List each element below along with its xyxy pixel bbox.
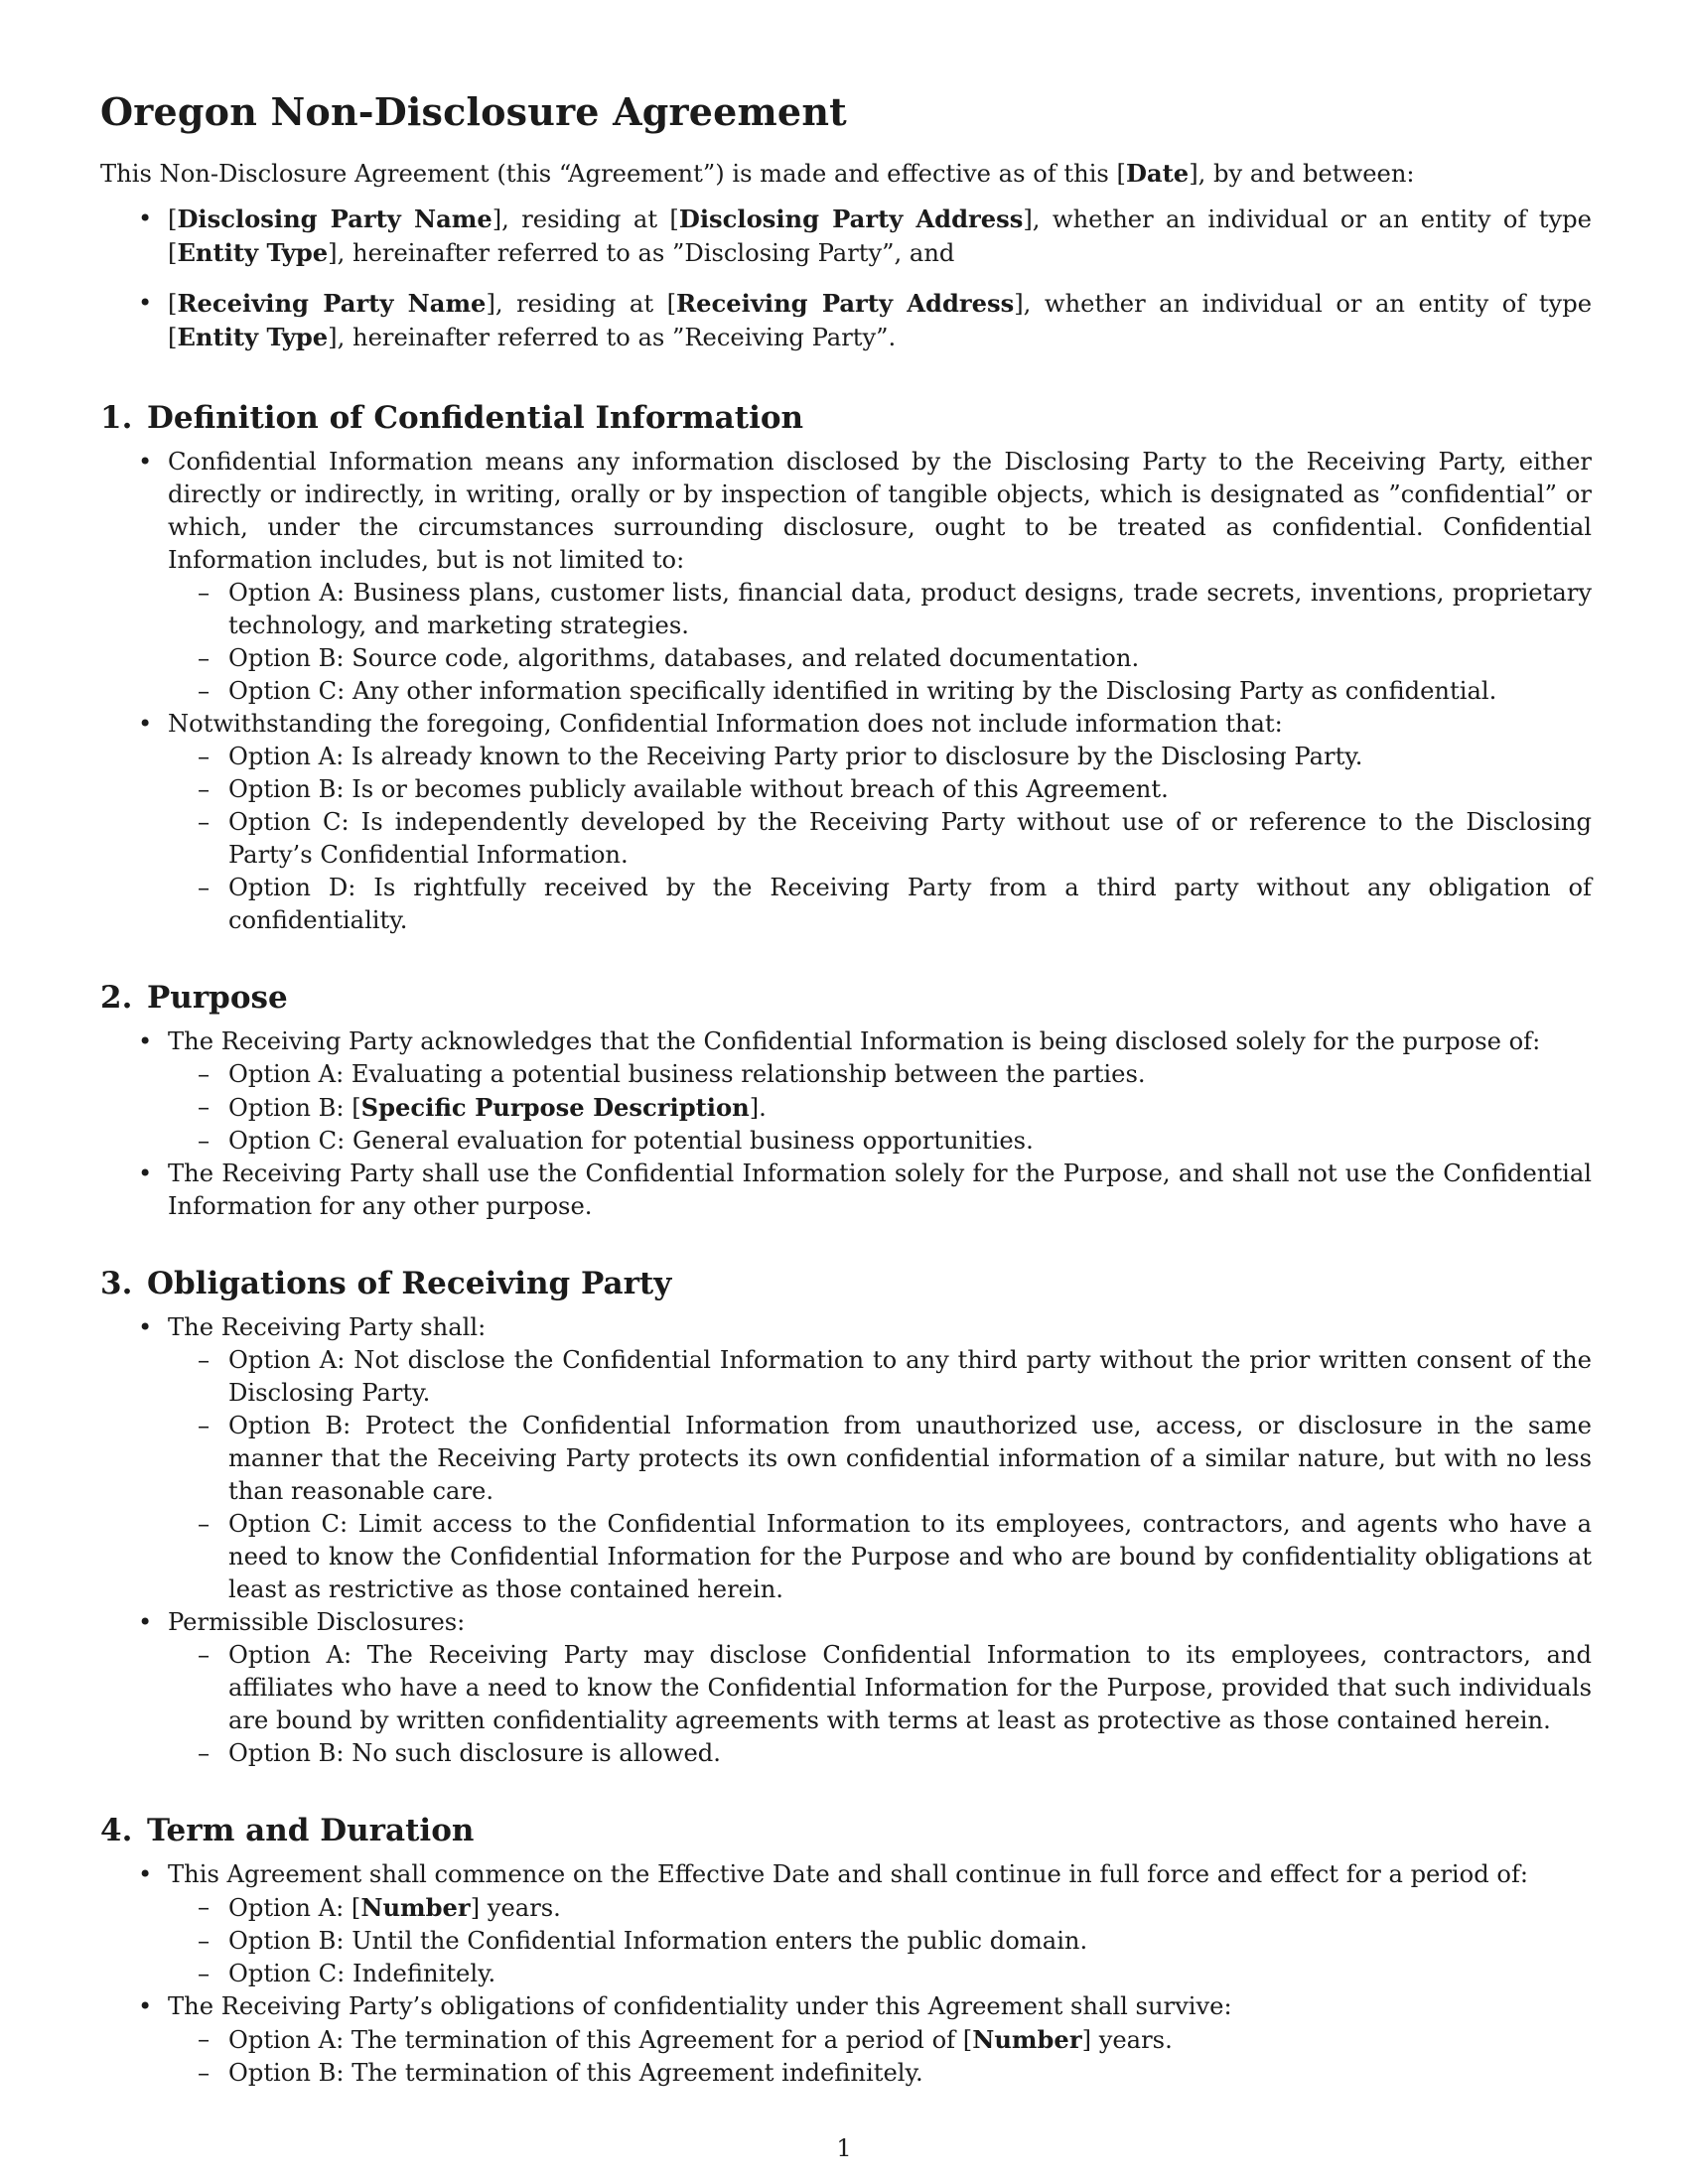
party-text: ], hereinafter referred to as ”Disclosing Party”, and	[328, 239, 955, 267]
number-placeholder: Number	[360, 1893, 471, 1922]
list-item-text: The Receiving Party shall:	[168, 1313, 487, 1341]
sub-list-item: – Option C: Is independently developed by the Receiving Party without use of or reference to the Disclosing Party’s Confidential Information.	[100, 806, 1592, 872]
document-page	[100, 79, 1592, 2130]
sub-list-item: – Option D: Is rightfully received by the Receiving Party from a third party without any obligation of confidentiality.	[100, 872, 1592, 937]
document-title: Oregon Non-Disclosure Agreement	[100, 89, 847, 134]
sub-list-item: – Option A: Business plans, customer lists, financial data, product designs, trade secrets, inventions, proprietary technology, and marketing strategies.	[100, 577, 1592, 642]
list-item-text: This Agreement shall commence on the Effective Date and shall continue in full force and effect for a period of:	[168, 1860, 1529, 1888]
section-number: 1.	[100, 400, 133, 436]
sub-list-item: – Option B: No such disclosure is allowed.	[100, 1737, 1592, 1770]
party-disclosing: • [Disclosing Party Name], residing at [Disclosing Party Address], whether an individual or an entity of type [Entity Type], hereinafter referred to as ”Disclosing Party”, and	[100, 203, 1592, 270]
party-receiving: • [Receiving Party Name], residing at [Receiving Party Address], whether an individual or an entity of type [Entity Type], hereinafter referred to as ”Receiving Party”.	[100, 287, 1592, 354]
number-placeholder: Number	[972, 2025, 1082, 2054]
party-text: ], residing at [	[492, 205, 679, 233]
sub-list-item: – Option B: The termination of this Agreement indefinitely.	[100, 2057, 1592, 2090]
option-text: Option A: The termination of this Agreement for a period of [	[228, 2026, 973, 2054]
sub-list-item: – Option C: Limit access to the Confidential Information to its employees, contractors, and agents who have a need to know the Confidential Information for the Purpose and who are bound by confidentiality obligations at least as restrictive as those contained herein.	[100, 1508, 1592, 1606]
section-purpose	[100, 978, 1592, 1223]
section-term	[100, 1811, 1592, 2090]
party-text: ], whether an individual or an entity of type [	[168, 290, 1593, 351]
list-item	[100, 708, 1592, 741]
sub-list-item: – Option A: Not disclose the Confidential Information to any third party without the prior written consent of the Disclosing Party.	[100, 1344, 1592, 1410]
sub-list-item: – Option B: Is or becomes publicly available without breach of this Agreement.	[100, 773, 1592, 806]
sub-list-item: – Option C: Any other information specifically identified in writing by the Disclosing Party as confidential.	[100, 675, 1592, 708]
list-item-text: Permissible Disclosures:	[168, 1608, 466, 1636]
sub-list-item: – Option C: General evaluation for potential business opportunities.	[100, 1125, 1592, 1158]
list-item	[100, 1158, 1592, 1223]
sub-list-item: – Option B: Until the Confidential Information enters the public domain.	[100, 1925, 1592, 1958]
section-number: 4.	[100, 1813, 133, 1848]
section-heading	[100, 1264, 1592, 1303]
option-text: ] years.	[470, 1894, 561, 1922]
list-item	[100, 1990, 1592, 2023]
list-item-text: The Receiving Party acknowledges that the Confidential Information is being disclosed solely for the purpose of:	[168, 1027, 1541, 1055]
list-item-text: The Receiving Party’s obligations of confidentiality under this Agreement shall survive:	[168, 1992, 1232, 2020]
sub-list-item	[100, 1091, 1592, 1125]
list-item-text: Notwithstanding the foregoing, Confidential Information does not include information that:	[168, 710, 1283, 738]
list-item	[100, 1025, 1592, 1058]
section-heading	[100, 1811, 1592, 1850]
list-item	[100, 446, 1592, 577]
section-list	[100, 1311, 1592, 1770]
section-title: Obligations of Receiving Party	[147, 1266, 672, 1301]
section-title: Term and Duration	[147, 1813, 475, 1848]
receiving-entity-placeholder: Entity Type	[177, 323, 329, 351]
party-text: ], whether an individual or an entity of type [	[168, 205, 1592, 267]
section-title: Purpose	[147, 980, 288, 1016]
intro-text-post: ], by and between:	[1189, 160, 1415, 188]
section-number: 2.	[100, 980, 133, 1016]
party-text: ], hereinafter referred to as ”Receiving Party”.	[328, 324, 897, 351]
date-placeholder: Date	[1125, 159, 1190, 188]
purpose-placeholder: Specific Purpose Description	[360, 1093, 750, 1122]
sub-list-item: – Option B: Protect the Confidential Information from unauthorized use, access, or disclosure in the same manner that the Receiving Party protects its own confidential information of a similar nature, but with no less than reasonable care.	[100, 1410, 1592, 1508]
sub-list-item: – Option C: Indefinitely.	[100, 1958, 1592, 1990]
disclosing-name-placeholder: Disclosing Party Name	[177, 205, 492, 233]
section-heading	[100, 398, 1592, 438]
parties-list	[100, 203, 1592, 354]
section-title: Definition of Confidential Information	[147, 400, 804, 436]
sub-list-item: – Option A: The Receiving Party may disclose Confidential Information to its employees, contractors, and affiliates who have a need to know the Confidential Information for the Purpose, provided that such individuals are bound by written confidentiality agreements with terms at least as protective as those contained herein.	[100, 1639, 1592, 1737]
section-number: 3.	[100, 1266, 133, 1301]
section-list	[100, 1858, 1592, 2090]
list-item	[100, 1606, 1592, 1639]
disclosing-address-placeholder: Disclosing Party Address	[678, 205, 1024, 233]
intro-paragraph	[100, 157, 1592, 191]
receiving-address-placeholder: Receiving Party Address	[676, 289, 1015, 318]
sub-list-item: – Option A: Is already known to the Receiving Party prior to disclosure by the Disclosing Party.	[100, 741, 1592, 773]
sub-list-item	[100, 2023, 1592, 2057]
option-text: ] years.	[1081, 2026, 1173, 2054]
list-item	[100, 1311, 1592, 1344]
sub-list-item: – Option A: Evaluating a potential business relationship between the parties.	[100, 1058, 1592, 1091]
option-text: ].	[749, 1094, 767, 1122]
option-text: Option B: [	[228, 1094, 361, 1122]
receiving-name-placeholder: Receiving Party Name	[177, 289, 487, 318]
section-list	[100, 1025, 1592, 1223]
list-item-text: The Receiving Party shall use the Confidential Information solely for the Purpose, and shall not use the Confidential Information for any other purpose.	[168, 1160, 1592, 1220]
section-obligations	[100, 1264, 1592, 1770]
page-number: 1	[836, 2134, 852, 2162]
intro-text-pre: This Non-Disclosure Agreement (this “Agreement”) is made and effective as of this [	[100, 160, 1126, 188]
party-text: ], residing at [	[486, 290, 677, 318]
sub-list-item: – Option B: Source code, algorithms, databases, and related documentation.	[100, 642, 1592, 675]
option-text: Option A: [	[228, 1894, 361, 1922]
section-heading	[100, 978, 1592, 1018]
sub-list-item	[100, 1891, 1592, 1925]
list-item	[100, 1858, 1592, 1891]
section-list	[100, 446, 1592, 937]
section-definition	[100, 398, 1592, 937]
disclosing-entity-placeholder: Entity Type	[177, 238, 329, 267]
list-item-text: Confidential Information means any information disclosed by the Disclosing Party to the Receiving Party, either directly or indirectly, in writing, orally or by inspection of tangible objects, which is designated as ”confidential” or which, under the circumstances surrounding disclosure, ought to be treated as confidential. Confidential Information includes, but is not limited to:	[168, 448, 1592, 574]
